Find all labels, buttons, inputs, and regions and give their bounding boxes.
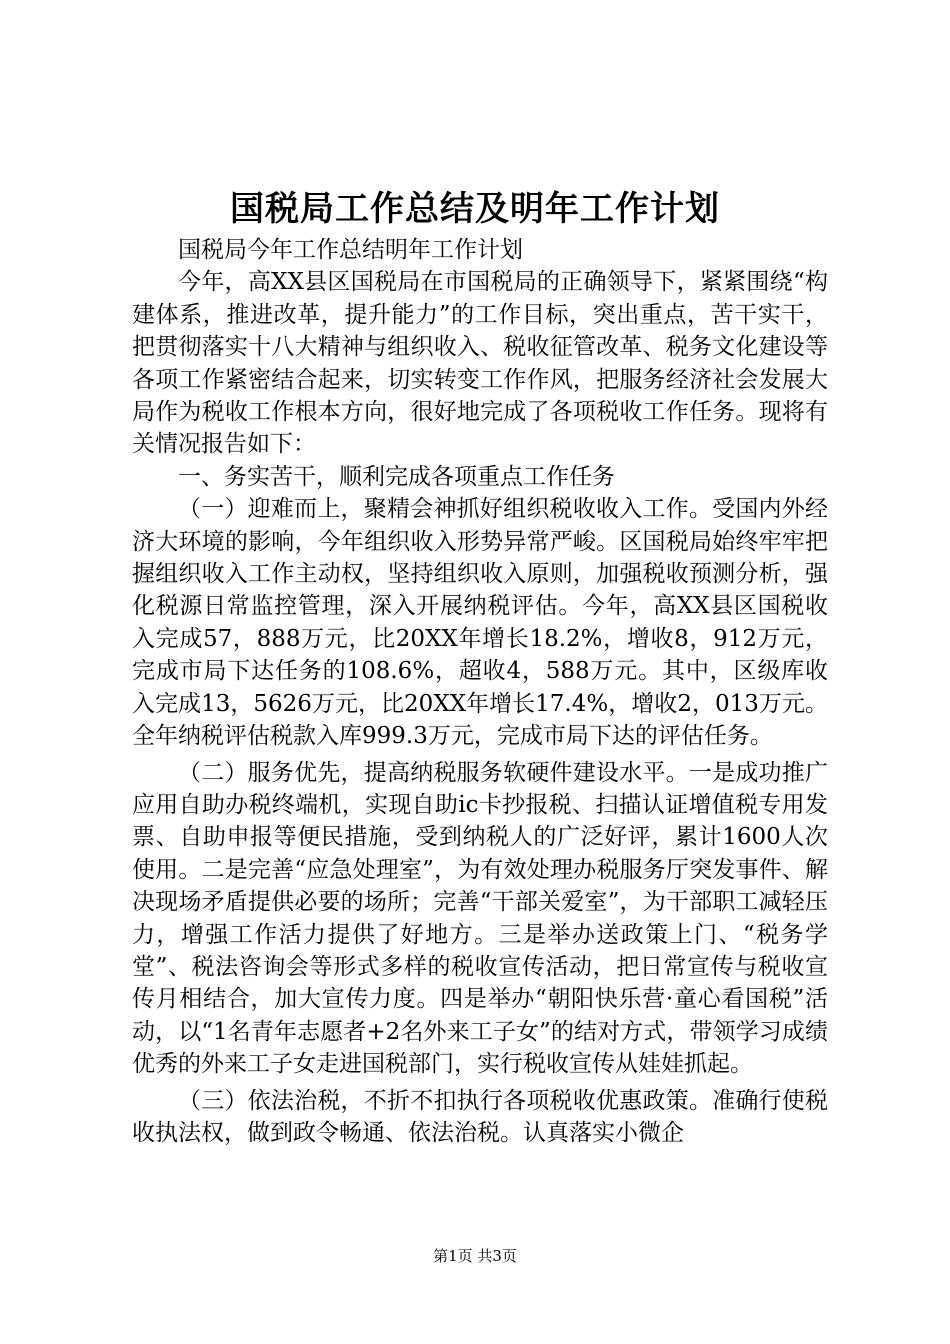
section-heading: 一、务实苦干，顺利完成各项重点工作任务: [178, 463, 615, 490]
document-title: 国税局工作总结及明年工作计划: [230, 189, 720, 229]
paragraph-item-2: （二）服务优先，提高纳税服务软硬件建设水平。一是成功推广应用自助办税终端机，实现自助ic卡抄报税、扫描认证增值税专用发票、自助申报等便民措施，受到纳税人的广泛好评，累计1600人次使用。二是完善“应急处理室”，为有效处理办税服务厅突发事件、解决现场矛盾提供必要的场所；完善“干部关爱室”，为干部职工减轻压力，增强工作活力提供了好地方。三是举办送政策上门、“税务学堂”、税法咨询会等形式多样的税收宣传活动，把日常宣传与税收宣传月相结合，加大宣传力度。四是举办“朝阳快乐营·童心看国税”活动，以“1名青年志愿者+2名外来工子女”的结对方式，带领学习成绩优秀的外来工子女走进国税部门，实行税收宣传从娃娃抓起。: [132, 759, 828, 1078]
paragraph-item-1: （一）迎难而上，聚精会神抓好组织税收收入工作。受国内外经济大环境的影响，今年组织收入形势异常严峻。区国税局始终牢牢把握组织收入工作主动权，坚持组织收入原则，加强税收预测分析，强化税源日常监控管理，深入开展纳税评估。今年，高XX县区国税收入完成57，888万元，比20XX年增长18.2%，增收8，912万元，完成市局下达任务的108.6%，超收4，588万元。其中，区级库收入完成13，5626万元，比20XX年增长17.4%，增收2，013万元。全年纳税评估税款入库999.3万元，完成市局下达的评估任务。: [132, 496, 828, 750]
intro-paragraph: 今年，高XX县区国税局在市国税局的正确领导下，紧紧围绕“构建体系，推进改革，提升能力”的工作目标，突出重点，苦干实干，把贯彻落实十八大精神与组织收入、税收征管改革、税务文化建设等各项工作紧密结合起来，切实转变工作作风，把服务经济社会发展大局作为税收工作根本方向，很好地完成了各项税收工作任务。现将有关情况报告如下：: [132, 269, 828, 458]
paragraph-item-3: （三）依法治税，不折不扣执行各项税收优惠政策。准确行使税收执法权，做到政令畅通、依法治税。认真落实小微企: [132, 1087, 828, 1146]
document-body: [132, 234, 828, 1149]
subtitle-paragraph: 国税局今年工作总结明年工作计划: [178, 237, 523, 263]
page-number: 第1页 共3页: [433, 1247, 517, 1265]
